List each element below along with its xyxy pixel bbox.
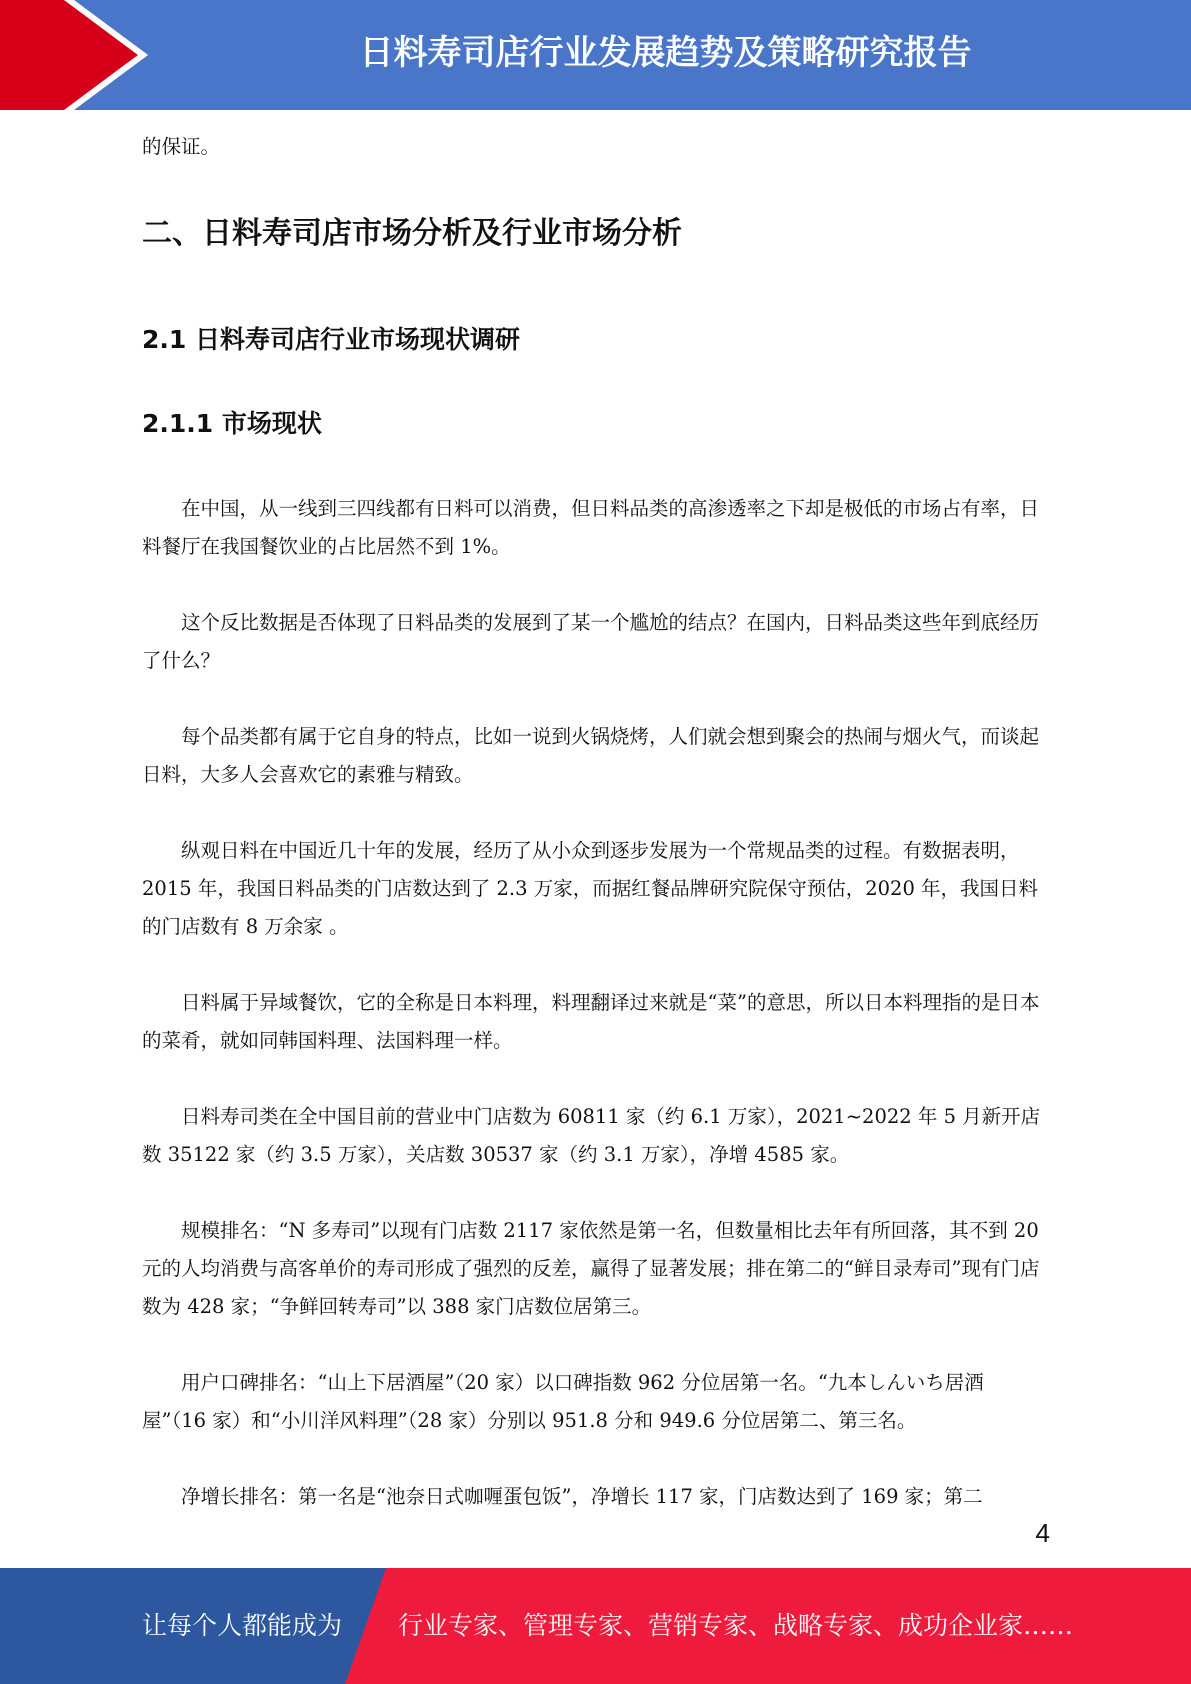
report-title: 日料寿司店行业发展趋势及策略研究报告 (359, 33, 972, 73)
paragraph: 日料属于异域餐饮，它的全称是日本料理，料理翻译过来就是“菜”的意思，所以日本料理指的是日本的菜肴，就如同韩国料理、法国料理一样。 (142, 991, 1040, 1052)
paragraph: 规模排名：“N 多寿司”以现有门店数 2117 家依然是第一名，但数量相比去年有所回落，其不到 20 元的人均消费与高客单价的寿司形成了强烈的反差，赢得了显著发展；排在第二的“鲜目录寿司”现有门店数为 428 家；“争鲜回转寿司”以 388 家门店数位居第三。 (142, 1219, 1040, 1318)
page-body (142, 128, 1047, 1516)
paragraph: 日料寿司类在全中国目前的营业中门店数为 60811 家（约 6.1 万家），2021~2022 年 5 月新开店数 35122 家（约 3.5 万家），关店数 30537 家（约 3.1 万家），净增 4585 家。 (142, 1105, 1041, 1166)
paragraph: 每个品类都有属于它自身的特点，比如一说到火锅烧烤，人们就会想到聚会的热闹与烟火气，而谈起日料，大多人会喜欢它的素雅与精致。 (142, 725, 1040, 786)
paragraph: 净增长排名：第一名是“池奈日式咖喱蛋包饭”，净增长 117 家，门店数达到了 169 家；第二 (181, 1485, 983, 1508)
subsubsection-heading: 2.1.1 市场现状 (142, 409, 322, 438)
page-footer (0, 1568, 1191, 1684)
paragraph: 用户口碑排名：“山上下居酒屋”（20 家）以口碑指数 962 分位居第一名。“九本しんいち居酒屋”（16 家）和“小川洋风料理”（28 家）分别以 951.8 分和 949.6 分位居第二、第三名。 (142, 1371, 984, 1432)
header-arrow-decoration (0, 0, 160, 110)
continuation-text: 的保证。 (142, 135, 221, 158)
paragraph: 在中国，从一线到三四线都有日料可以消费，但日料品类的高渗透率之下却是极低的市场占有率，日料餐厅在我国餐饮业的占比居然不到 1%。 (142, 497, 1040, 558)
footer-slogan-right: 行业专家、管理专家、营销专家、战略专家、成功企业家…… (398, 1611, 1074, 1640)
paragraph: 这个反比数据是否体现了日料品类的发展到了某一个尴尬的结点？在国内，日料品类这些年到底经历了什么？ (142, 611, 1040, 672)
footer-slogan-left: 让每个人都能成为 (142, 1611, 343, 1640)
subsection-heading: 2.1 日料寿司店行业市场现状调研 (142, 325, 520, 354)
section-heading: 二、日料寿司店市场分析及行业市场分析 (142, 216, 682, 251)
page-header (0, 0, 1191, 110)
paragraph: 纵观日料在中国近几十年的发展，经历了从小众到逐步发展为一个常规品类的过程。有数据表明，2015 年，我国日料品类的门店数达到了 2.3 万家，而据红餐品牌研究院保守预估，2020 年，我国日料的门店数有 8 万余家 。 (142, 839, 1039, 938)
page-number: 4 (1035, 1518, 1050, 1548)
